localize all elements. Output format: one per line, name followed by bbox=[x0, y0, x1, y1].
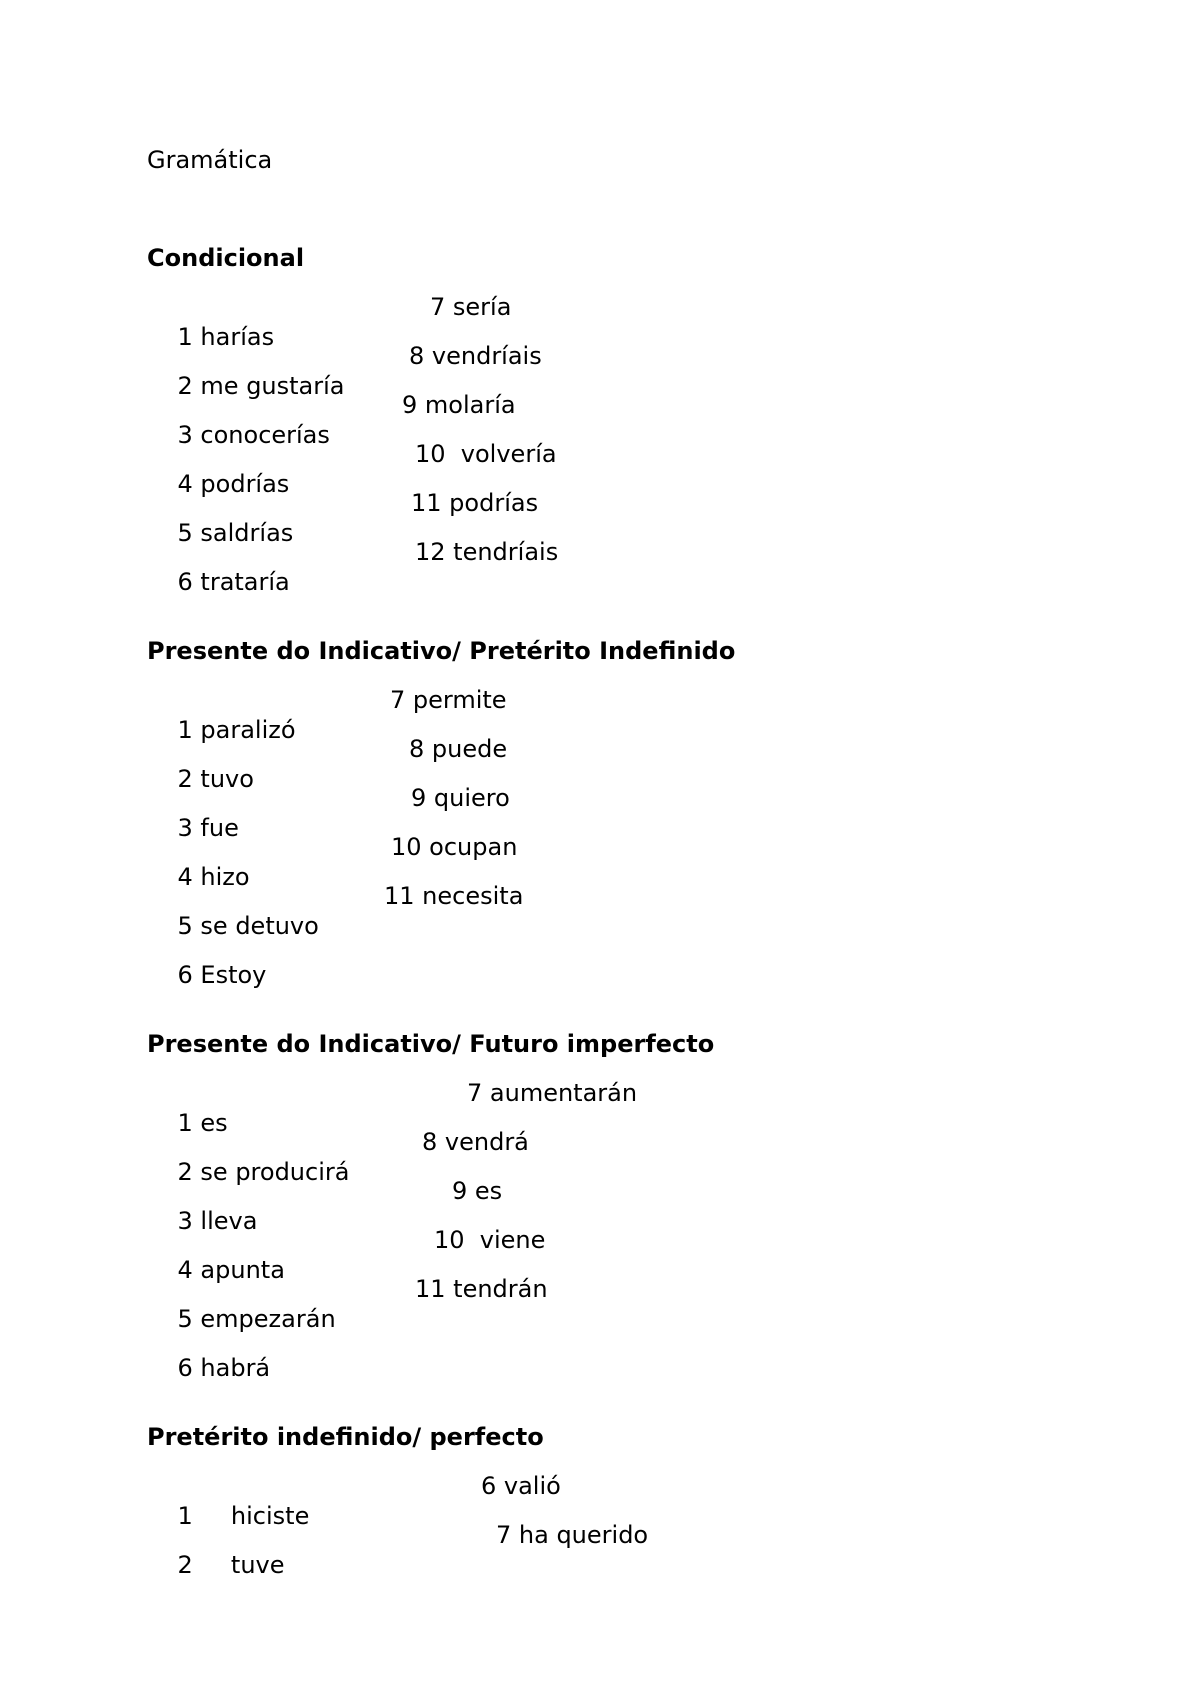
section-heading-perfecto: Pretérito indefinido/ perfecto bbox=[147, 1423, 544, 1451]
answer-right: 8 vendríais bbox=[409, 342, 542, 370]
answer-right: 7 permite bbox=[390, 686, 507, 714]
answer-left: 2 me gustaría bbox=[177, 372, 345, 400]
answer-right: 11 necesita bbox=[384, 882, 524, 910]
answer-right: 10 volvería bbox=[415, 440, 557, 468]
answer-right: 8 puede bbox=[409, 735, 508, 763]
section-heading-condicional: Condicional bbox=[147, 244, 305, 272]
answer-left: 1 harías bbox=[177, 323, 275, 351]
answer-right: 6 valió bbox=[481, 1472, 561, 1500]
answer-left: 4 hizo bbox=[177, 863, 250, 891]
answer-right: 7 aumentarán bbox=[467, 1079, 638, 1107]
answer-right: 9 es bbox=[452, 1177, 503, 1205]
answer-left: 5 saldrías bbox=[177, 519, 294, 547]
answer-left: 4 apunta bbox=[177, 1256, 285, 1284]
answer-right: 7 sería bbox=[430, 293, 512, 321]
answer-left: 1 es bbox=[177, 1109, 228, 1137]
answer-right: 7 ha querido bbox=[496, 1521, 649, 1549]
answer-right: 11 tendrán bbox=[415, 1275, 548, 1303]
answer-right: 12 tendríais bbox=[415, 538, 559, 566]
answer-left: 2 tuve bbox=[177, 1551, 285, 1579]
answer-right: 11 podrías bbox=[411, 489, 539, 517]
answer-left: 6 trataría bbox=[177, 568, 290, 596]
answer-left: 5 se detuvo bbox=[177, 912, 319, 940]
answer-left: 5 empezarán bbox=[177, 1305, 336, 1333]
answer-left: 3 fue bbox=[177, 814, 239, 842]
answer-left: 3 lleva bbox=[177, 1207, 258, 1235]
section-heading-futuro: Presente do Indicativo/ Futuro imperfecto bbox=[147, 1030, 715, 1058]
answer-row bbox=[147, 1520, 649, 1640]
answer-right: 8 vendrá bbox=[422, 1128, 529, 1156]
answer-right: 10 viene bbox=[434, 1226, 546, 1254]
answer-left: 4 podrías bbox=[177, 470, 290, 498]
answer-left: 3 conocerías bbox=[177, 421, 330, 449]
answer-left: 2 tuvo bbox=[177, 765, 254, 793]
answer-left: 1 paralizó bbox=[177, 716, 296, 744]
answer-right: 9 molaría bbox=[402, 391, 516, 419]
document-title: Gramática bbox=[147, 146, 273, 174]
answer-left: 2 se producirá bbox=[177, 1158, 350, 1186]
answer-left: 6 Estoy bbox=[177, 961, 267, 989]
section-heading-indefinido: Presente do Indicativo/ Pretérito Indefinido bbox=[147, 637, 736, 665]
answer-left: 6 habrá bbox=[177, 1354, 271, 1382]
answer-right: 9 quiero bbox=[411, 784, 510, 812]
answer-right: 10 ocupan bbox=[391, 833, 518, 861]
answer-left: 1 hiciste bbox=[177, 1502, 310, 1530]
